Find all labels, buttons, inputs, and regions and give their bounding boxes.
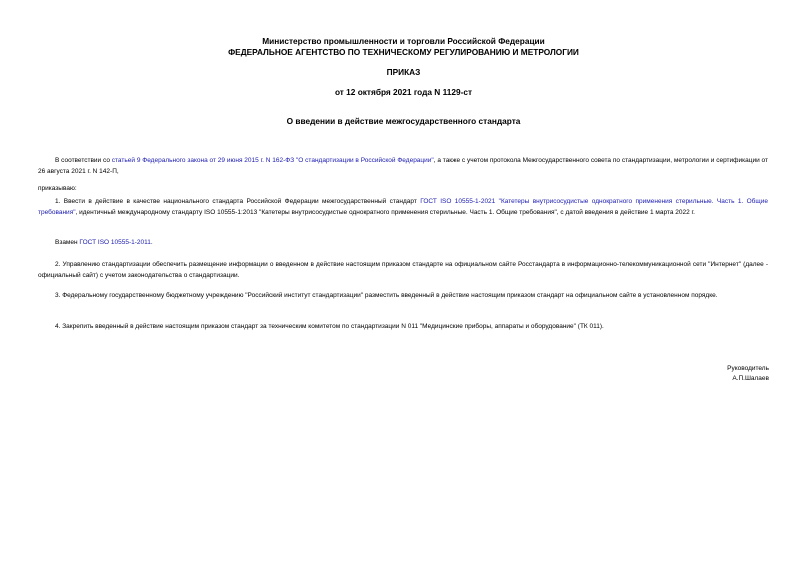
ministry-name: Министерство промышленности и торговли Российской Федерации xyxy=(262,36,545,46)
document-title: О введении в действие межгосударственного стандарта xyxy=(286,116,521,126)
item-1-text-before: 1. Ввести в действие в качестве национального стандарта Российской Федерации межгосударственный стандарт xyxy=(55,198,421,205)
document-date-number: от 12 октября 2021 года N 1129-ст xyxy=(334,87,473,97)
paragraph-item-2: 2. Управлению стандартизации обеспечить размещение информации о введенном в действие настоящим приказом стандарте на официальном сайте Росстандарта в информационно-телекоммуникационной сети "Интернет" (далее - официальный сайт) с учетом законодательства о стандартизации. xyxy=(38,261,768,279)
document-type: ПРИКАЗ xyxy=(386,67,421,77)
signature-name: А.П.Шалаев xyxy=(732,375,769,382)
standard-2011-link[interactable]: ГОСТ ISO 10555-1-2011 xyxy=(79,239,151,246)
law-article-link[interactable]: статьей 9 Федерального закона от 29 июня 2015 г. N 162-ФЗ "О стандартизации в Российской Федерации" xyxy=(111,157,434,164)
paragraph-item-1 xyxy=(38,197,768,218)
signature-position: Руководитель xyxy=(727,365,769,372)
paragraph-order-word: приказываю: xyxy=(38,185,77,192)
replacement-text-after: . xyxy=(150,239,153,246)
paragraph-item-3: 3. Федеральному государственному бюджетному учреждению "Российский институт стандартизации" разместить введенный в действие настоящим приказом стандарт на официальном сайте в установленном порядке. xyxy=(55,292,718,299)
agency-name: ФЕДЕРАЛЬНОЕ АГЕНТСТВО ПО ТЕХНИЧЕСКОМУ РЕГУЛИРОВАНИЮ И МЕТРОЛОГИИ xyxy=(228,47,579,57)
paragraph-replacement xyxy=(38,238,768,249)
item-1-text-after: , идентичный международному стандарту ISO 10555-1:2013 "Катетеры внутрисосудистые однократного применения стерильные. Часть 1. Общие требования", с датой введения в действие 1 марта 2022 г. xyxy=(75,208,695,216)
paragraph-preamble xyxy=(38,156,768,177)
preamble-text-before: В соответствии со xyxy=(55,157,112,164)
replacement-text-before: Взамен xyxy=(55,239,80,246)
preamble-text-after: , а также с учетом протокола Межгосударственного совета по стандартизации, метрологии и сертификации от 26 августа 2021 г. N 142-П, xyxy=(38,157,768,175)
paragraph-item-4: 4. Закрепить введенный в действие настоящим приказом стандарт за техническим комитетом по стандартизации N 011 "Медицинские приборы, аппараты и оборудование" (ТК 011). xyxy=(55,323,604,330)
standard-2021-link[interactable]: ГОСТ ISO 10555-1-2021 "Катетеры внутрисосудистые однократного применения стерильные. Часть 1. Общие требования" xyxy=(38,198,769,216)
